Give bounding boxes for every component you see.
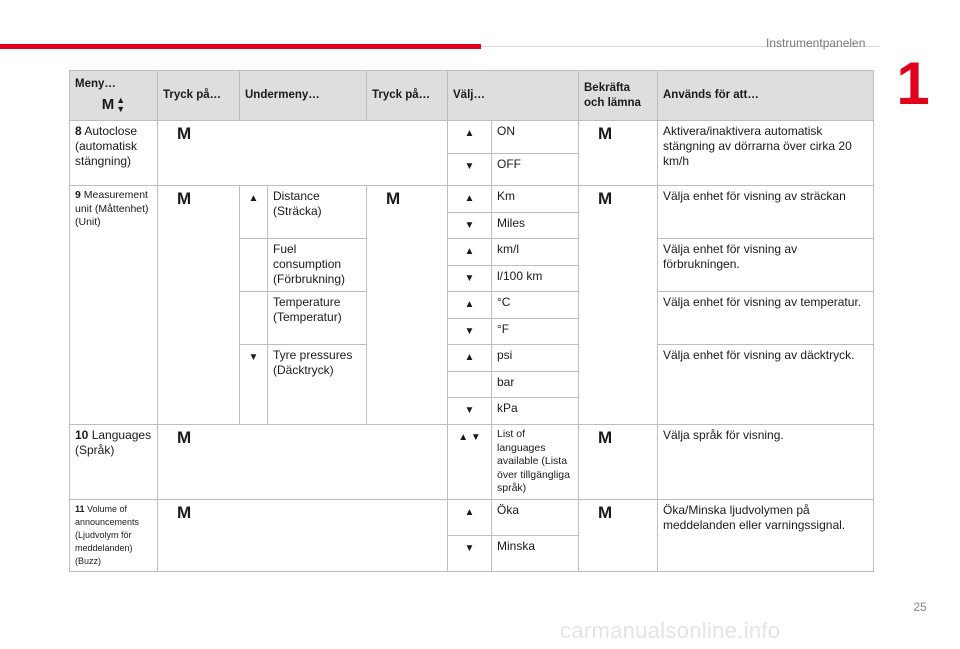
languages-m-cell bbox=[158, 425, 448, 500]
volume-label-cell: 11 Volume of announcements (Ljudvolym för meddelanden) (Buzz) bbox=[70, 499, 158, 571]
option-km: Km bbox=[492, 186, 579, 213]
up-arrow-icon: ▲ bbox=[448, 345, 492, 372]
up-arrow-icon: ▲ bbox=[448, 239, 492, 266]
submenu-temperature: Temperature (Temperatur) bbox=[268, 292, 367, 345]
down-arrow-icon: ▼ bbox=[448, 398, 492, 425]
up-arrow-icon: ▲ bbox=[240, 186, 268, 239]
header-select: Välj… bbox=[448, 71, 579, 121]
m-button-icon: M bbox=[598, 502, 613, 522]
down-arrow-icon: ▼ bbox=[448, 213, 492, 239]
autoclose-confirm-cell bbox=[579, 121, 658, 186]
arrow-spacer bbox=[240, 292, 268, 345]
up-arrow-icon: ▲ bbox=[448, 186, 492, 213]
section-title: Instrumentpanelen bbox=[766, 36, 866, 50]
volume-desc: Öka/Minska ljudvolymen på meddelanden eller varningssignal. bbox=[658, 499, 874, 571]
distance-desc: Välja enhet för visning av sträckan bbox=[658, 186, 874, 239]
m-button-icon: M bbox=[177, 189, 192, 208]
m-button-icon: M bbox=[177, 502, 192, 522]
autoclose-label-cell: 8 Autoclose (automatisk stängning) bbox=[70, 121, 158, 186]
temperature-desc: Välja enhet för visning av temperatur. bbox=[658, 292, 874, 345]
units-m-cell bbox=[158, 186, 240, 425]
header-menu-label: Meny… bbox=[75, 78, 116, 90]
up-arrow-icon: ▲ bbox=[448, 121, 492, 154]
header-submenu: Undermeny… bbox=[240, 71, 367, 121]
languages-label-cell: 10 Languages (Språk) bbox=[70, 425, 158, 500]
watermark: carmanualsonline.info bbox=[560, 618, 781, 643]
m-button-icon: M bbox=[386, 189, 401, 208]
table-row bbox=[70, 186, 874, 213]
header-red-bar bbox=[0, 44, 481, 49]
table-header-row bbox=[70, 71, 874, 121]
m-button-icon: M bbox=[598, 428, 613, 447]
languages-confirm-cell bbox=[579, 425, 658, 500]
option-celsius: °C bbox=[492, 292, 579, 319]
submenu-distance: Distance (Sträcka) bbox=[268, 186, 367, 239]
tyre-desc: Välja enhet för visning av däcktryck. bbox=[658, 345, 874, 425]
down-arrow-icon: ▼ bbox=[448, 266, 492, 292]
table-row bbox=[70, 425, 874, 500]
down-arrow-icon: ▼ bbox=[448, 535, 492, 571]
option-kpa: kPa bbox=[492, 398, 579, 425]
page-number: 25 bbox=[913, 600, 927, 614]
option-psi: psi bbox=[492, 345, 579, 372]
languages-list: List of languages available (Lista över tillgängliga språk) bbox=[492, 425, 579, 500]
header-press-1: Tryck på… bbox=[158, 71, 240, 121]
m-button-icon: M bbox=[177, 124, 192, 143]
units-confirm-cell bbox=[579, 186, 658, 425]
down-arrow-icon: ▼ bbox=[448, 154, 492, 186]
option-bar: bar bbox=[492, 372, 579, 398]
units-submenu-m-cell bbox=[367, 186, 448, 425]
fuel-desc: Välja enhet för visning av förbrukningen. bbox=[658, 239, 874, 292]
m-button-icon: M bbox=[598, 189, 613, 208]
m-button-icon: M bbox=[598, 124, 613, 143]
header-confirm: Bekräfta och lämna bbox=[579, 71, 658, 121]
units-label-cell: 9 Measurement unit (Måttenhet) (Unit) bbox=[70, 186, 158, 425]
option-miles: Miles bbox=[492, 213, 579, 239]
arrow-spacer bbox=[240, 239, 268, 292]
m-button-icon: M bbox=[177, 428, 192, 447]
up-arrow-icon: ▲ bbox=[448, 499, 492, 535]
autoclose-off: OFF bbox=[492, 154, 579, 186]
languages-desc: Välja språk för visning. bbox=[658, 425, 874, 500]
down-arrow-icon: ▼ bbox=[448, 319, 492, 345]
volume-up: Öka bbox=[492, 499, 579, 535]
volume-confirm-cell bbox=[579, 499, 658, 571]
submenu-fuel: Fuel consumption (Förbrukning) bbox=[268, 239, 367, 292]
volume-down: Minska bbox=[492, 535, 579, 571]
up-arrow-icon: ▲ bbox=[448, 292, 492, 319]
header-menu bbox=[70, 71, 158, 121]
settings-table bbox=[69, 70, 874, 572]
autoclose-desc: Aktivera/inaktivera automatisk stängning av dörrarna över cirka 20 km/h bbox=[658, 121, 874, 186]
table-row bbox=[70, 121, 874, 154]
table-row bbox=[70, 499, 874, 535]
autoclose-m-cell bbox=[158, 121, 448, 186]
chapter-number: 1 bbox=[896, 50, 930, 117]
header-press-2: Tryck på… bbox=[367, 71, 448, 121]
header-used-for: Används för att… bbox=[658, 71, 874, 121]
menu-m-icon: M ▲ ▼ bbox=[101, 95, 126, 114]
arrow-spacer bbox=[448, 372, 492, 398]
up-down-arrows-icon: ▲ ▼ bbox=[448, 425, 492, 500]
option-fahrenheit: °F bbox=[492, 319, 579, 345]
autoclose-on: ON bbox=[492, 121, 579, 154]
option-l100: l/100 km bbox=[492, 266, 579, 292]
option-kml: km/l bbox=[492, 239, 579, 266]
down-arrow-icon: ▼ bbox=[240, 345, 268, 425]
volume-m-cell bbox=[158, 499, 448, 571]
submenu-tyre: Tyre pressures (Däcktryck) bbox=[268, 345, 367, 425]
up-down-arrows-icon: ▲ ▼ bbox=[116, 95, 126, 114]
